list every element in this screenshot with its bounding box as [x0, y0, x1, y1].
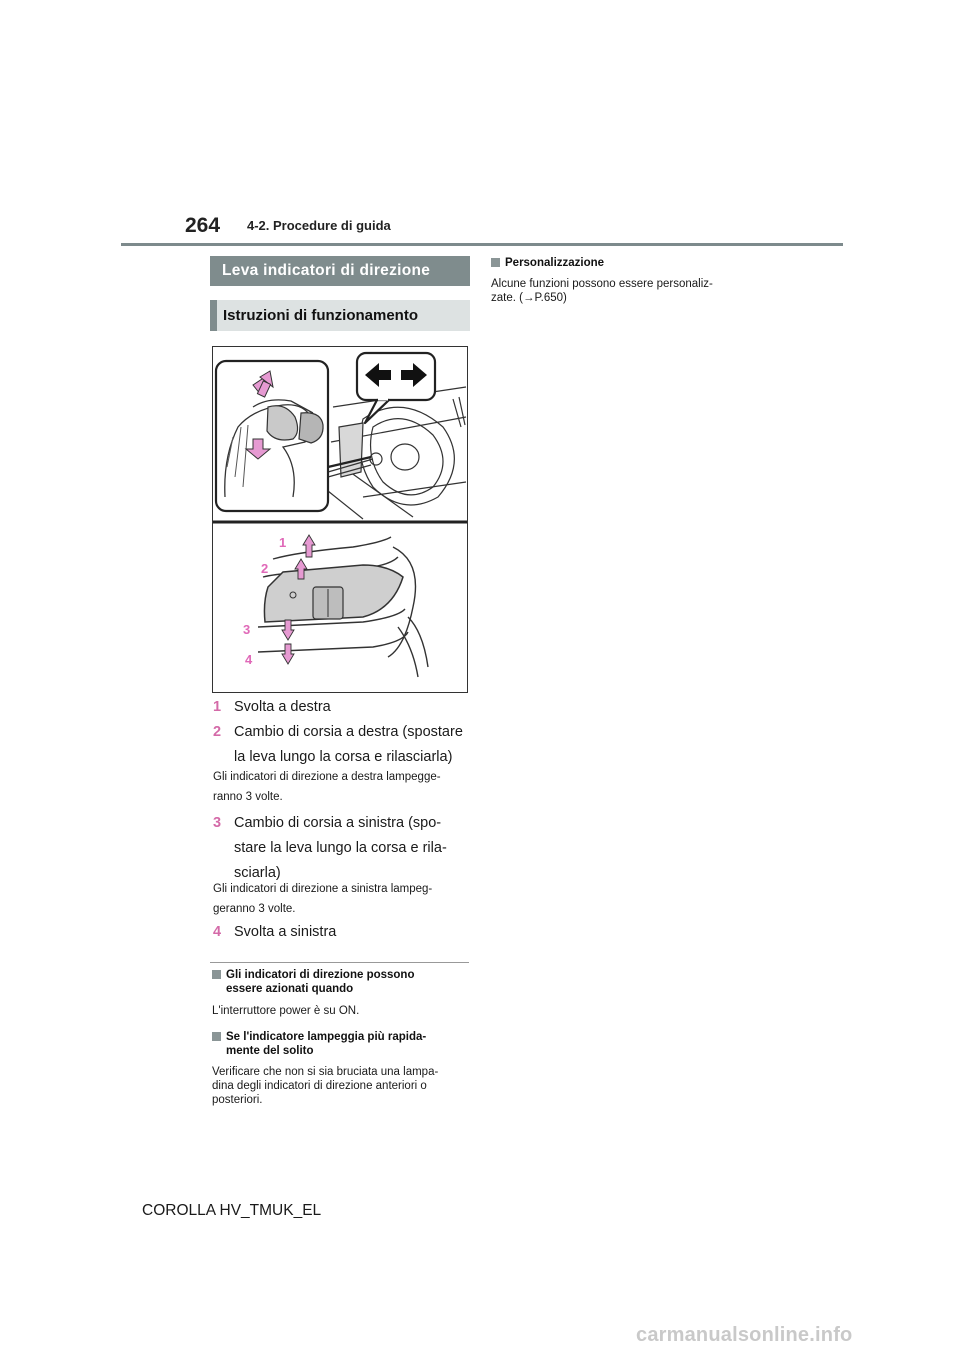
info-body-1: L'interruttore power è su ON. — [212, 1005, 360, 1017]
page-number: 264 — [185, 214, 221, 237]
right-body: Alcune funzioni possono essere personaliz- zate. (→P.650) — [491, 278, 713, 304]
step-number: 1 — [213, 699, 222, 715]
note-line: Gli indicatori di direzione a destra lampegge- — [213, 771, 441, 783]
footer-model-code: COROLLA HV_TMUK_EL — [142, 1202, 322, 1219]
note-line: ranno 3 volte. — [213, 791, 283, 803]
section-label: 4-2. Procedure di guida — [247, 218, 391, 233]
step-4 — [213, 921, 474, 944]
section-title: Leva indicatori di direzione — [210, 256, 470, 286]
lever-switch-icon — [243, 535, 428, 677]
info-heading-2: Se l'indicatore lampeggia più rapida- mente del solito — [212, 1030, 472, 1058]
callout-2: 2 — [261, 561, 269, 576]
step-number: 4 — [213, 924, 222, 940]
square-bullet-icon — [212, 970, 221, 979]
info-heading-1: Gli indicatori di direzione possono essere azionati quando — [212, 968, 472, 996]
square-bullet-icon — [491, 258, 500, 267]
note-right — [213, 767, 473, 807]
info-body-2: Verificare che non si sia bruciata una lampa- dina degli indicatori di direzione anteriori o posteriori. — [212, 1066, 439, 1106]
step-text: sciarla) — [234, 865, 281, 881]
header-rule — [121, 243, 843, 246]
step-text: Cambio di corsia a destra (spostare — [234, 724, 463, 740]
steering-wheel-icon — [323, 387, 466, 519]
step-2 — [213, 721, 474, 769]
step-3 — [213, 812, 474, 885]
step-text: Cambio di corsia a sinistra (spo- — [234, 815, 442, 831]
turn-arrows-icon — [357, 353, 435, 423]
note-left — [213, 879, 473, 919]
callout-1: 1 — [279, 535, 287, 550]
step-text: Svolta a destra — [234, 699, 331, 715]
note-line: Gli indicatori di direzione a sinistra lampeg- — [213, 883, 433, 895]
separator-rule — [210, 962, 469, 963]
square-bullet-icon — [212, 1032, 221, 1041]
step-text: la leva lungo la corsa e rilasciarla) — [234, 749, 453, 765]
subsection-title-text: Istruzioni di funzionamento — [223, 307, 418, 324]
callout-3: 3 — [243, 622, 251, 637]
watermark-link[interactable]: carmanualsonline.info — [636, 1324, 853, 1346]
step-number: 3 — [213, 815, 222, 831]
step-text: Svolta a sinistra — [234, 924, 337, 940]
right-heading: Personalizzazione — [491, 256, 751, 270]
step-1 — [213, 696, 474, 719]
step-number: 2 — [213, 724, 222, 740]
subsection-title — [210, 300, 470, 331]
step-text: stare la leva lungo la corsa e rila- — [234, 840, 447, 856]
turn-signal-figure — [212, 346, 468, 693]
callout-4: 4 — [245, 652, 253, 667]
turn-signal-illustration — [213, 347, 467, 692]
note-line: geranno 3 volte. — [213, 903, 296, 915]
